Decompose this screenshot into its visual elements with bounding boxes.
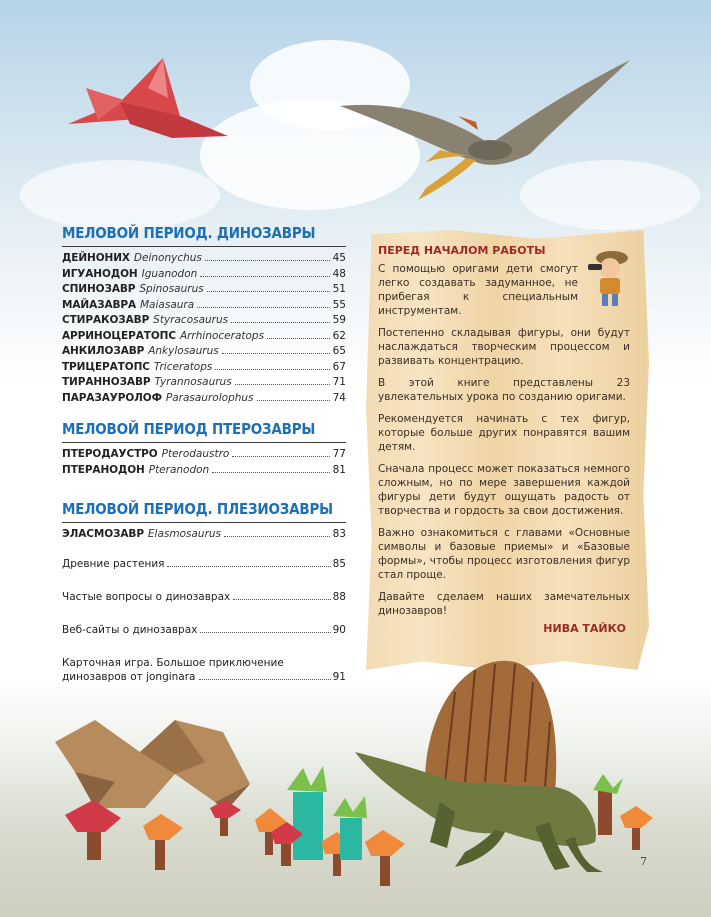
entry-name: ДЕЙНОНИХ (62, 252, 130, 264)
entry-page: 71 (332, 376, 346, 388)
toc-entry[interactable] (62, 527, 346, 543)
section-title: МЕЛОВОЙ ПЕРИОД. ДИНОЗАВРЫ (62, 224, 316, 242)
entry-page: 45 (332, 252, 346, 264)
dot-leader (200, 276, 330, 277)
entry-page: 51 (332, 283, 346, 295)
entry-name: ПТЕРАНОДОН (62, 463, 145, 476)
origami-plants-illustration (65, 760, 685, 890)
entry-page: 85 (332, 557, 346, 570)
entry-name: Древние растения (62, 557, 165, 570)
entry-name: АРРИНОЦЕРАТОПС (62, 329, 176, 342)
section-divider (62, 246, 346, 247)
entry-latin: Tyrannosaurus (154, 376, 232, 388)
toc-entry[interactable] (62, 375, 346, 391)
page-number: 7 (640, 855, 647, 868)
entry-name-line: динозавров от jonginara (62, 670, 196, 683)
toc-entries (62, 251, 346, 406)
entry-page: 77 (332, 448, 346, 460)
entry-name: Частые вопросы о динозаврах (62, 590, 231, 603)
section-divider (62, 522, 346, 523)
toc-section-pterosaurs (62, 420, 346, 478)
entry-page: 81 (332, 463, 346, 476)
toc-entry[interactable] (62, 329, 346, 345)
entry-latin: Arrhinoceratops (179, 329, 265, 342)
intro-paragraph: Постепенно складывая фигуры, они будут наслаждаться творческим процессом и развивать концентрацию. (378, 327, 630, 367)
dot-leader (212, 472, 330, 473)
dot-leader (205, 260, 330, 261)
entry-latin: Triceratops (153, 360, 213, 373)
entry-name: АНКИЛОЗАВР (62, 345, 145, 357)
table-of-contents (62, 224, 346, 684)
toc-entry[interactable] (62, 360, 346, 376)
entry-name: МАЙАЗАВРА (62, 298, 136, 311)
toc-entry[interactable] (62, 298, 346, 314)
entry-page: 59 (332, 314, 346, 326)
dot-leader (215, 369, 330, 370)
entry-name: ТИРАННОЗАВР (62, 376, 151, 388)
toc-entry[interactable] (62, 463, 346, 479)
origami-pterosaur-illustration (68, 58, 228, 154)
entry-page: 91 (332, 670, 346, 683)
dot-leader (232, 456, 330, 457)
toc-entry[interactable] (62, 447, 346, 463)
entry-page: 83 (332, 528, 346, 540)
toc-entry[interactable] (62, 623, 346, 637)
entry-page: 67 (332, 360, 346, 373)
toc-section-dinosaurs (62, 224, 346, 406)
intro-paragraph: Сначала процесс может показаться немного сложным, но по мере завершения каждой фигуры дети будут ощущать радость от творчества и гордость за свои достижения. (378, 463, 630, 517)
entry-name: ЭЛАСМОЗАВР (62, 528, 144, 540)
toc-appendix (62, 557, 346, 684)
entry-page: 90 (332, 623, 346, 636)
section-title: МЕЛОВОЙ ПЕРИОД ПТЕРОЗАВРЫ (62, 420, 316, 438)
toc-entry[interactable] (62, 391, 346, 407)
entry-name: ИГУАНОДОН (62, 267, 138, 280)
entry-name: ПТЕРОДАУСТРО (62, 448, 158, 460)
intro-title: ПЕРЕД НАЧАЛОМ РАБОТЫ (378, 244, 546, 257)
toc-entry[interactable] (62, 557, 346, 571)
entry-latin: Ankylosaurus (148, 345, 219, 357)
toc-entry[interactable] (62, 344, 346, 360)
entry-page: 48 (332, 267, 346, 280)
entry-page: 62 (332, 329, 346, 342)
entry-latin: Spinosaurus (139, 283, 204, 295)
entry-latin: Elasmosaurus (147, 528, 222, 540)
author-name: НИВА ТАЙКО (543, 622, 626, 635)
toc-entry[interactable] (62, 590, 346, 604)
toc-entry[interactable] (62, 313, 346, 329)
dot-leader (224, 536, 330, 537)
entry-latin: Parasaurolophus (165, 391, 254, 404)
section-title: МЕЛОВОЙ ПЕРИОД. ПЛЕЗИОЗАВРЫ (62, 500, 333, 518)
toc-section-plesiosaurs (62, 500, 346, 543)
entry-latin: Deinonychus (133, 252, 202, 264)
toc-entry[interactable] (62, 267, 346, 283)
entry-name: ПАРАЗАУРОЛОФ (62, 391, 162, 404)
entry-name-line: Карточная игра. Большое приключение (62, 656, 284, 669)
dot-leader (233, 599, 330, 600)
intro-paragraph: Давайте сделаем наших замечательных динозавров! (378, 591, 630, 617)
intro-paragraph: С помощью оригами дети смогут легко создавать задуманное, не прибегая к специальным инструментам. (378, 263, 578, 317)
entry-page: 55 (332, 298, 346, 311)
dot-leader (235, 384, 330, 385)
section-divider (62, 442, 346, 443)
dot-leader (207, 291, 330, 292)
dot-leader (199, 679, 331, 680)
entry-page: 65 (332, 345, 346, 357)
entry-name: СТИРАКОЗАВР (62, 314, 150, 326)
entry-latin: Iguanodon (141, 267, 198, 280)
entry-latin: Maiasaura (140, 298, 195, 311)
dot-leader (200, 632, 330, 633)
toc-entry[interactable] (62, 251, 346, 267)
pterosaur-illustration (340, 58, 632, 203)
intro-note (378, 244, 630, 636)
entry-name: СПИНОЗАВР (62, 283, 136, 295)
entry-latin: Pterodaustro (161, 448, 230, 460)
entry-name: Веб-сайты о динозаврах (62, 623, 198, 636)
dot-leader (197, 307, 330, 308)
entry-latin: Pteranodon (148, 463, 210, 476)
toc-entry[interactable] (62, 282, 346, 298)
dot-leader (257, 400, 330, 401)
dot-leader (167, 566, 330, 567)
intro-paragraph: Рекомендуется начинать с тех фигур, которые больше других понравятся вашим детям. (378, 413, 630, 453)
cloud (20, 160, 220, 230)
intro-paragraph: В этой книге представлены 23 увлекательных урока по созданию оригами. (378, 377, 630, 403)
toc-entry[interactable] (62, 656, 346, 684)
entry-page: 88 (332, 590, 346, 603)
entry-latin: Styracosaurus (153, 314, 229, 326)
entry-page: 74 (332, 391, 346, 404)
dot-leader (222, 353, 330, 354)
dot-leader (267, 338, 330, 339)
intro-paragraph: Важно ознакомиться с главами «Основные символы и базовые приемы» и «Базовые формы», чтобы процесс изготовления фигур стал проще. (378, 527, 630, 581)
dot-leader (231, 322, 330, 323)
entry-name: ТРИЦЕРАТОПС (62, 360, 150, 373)
